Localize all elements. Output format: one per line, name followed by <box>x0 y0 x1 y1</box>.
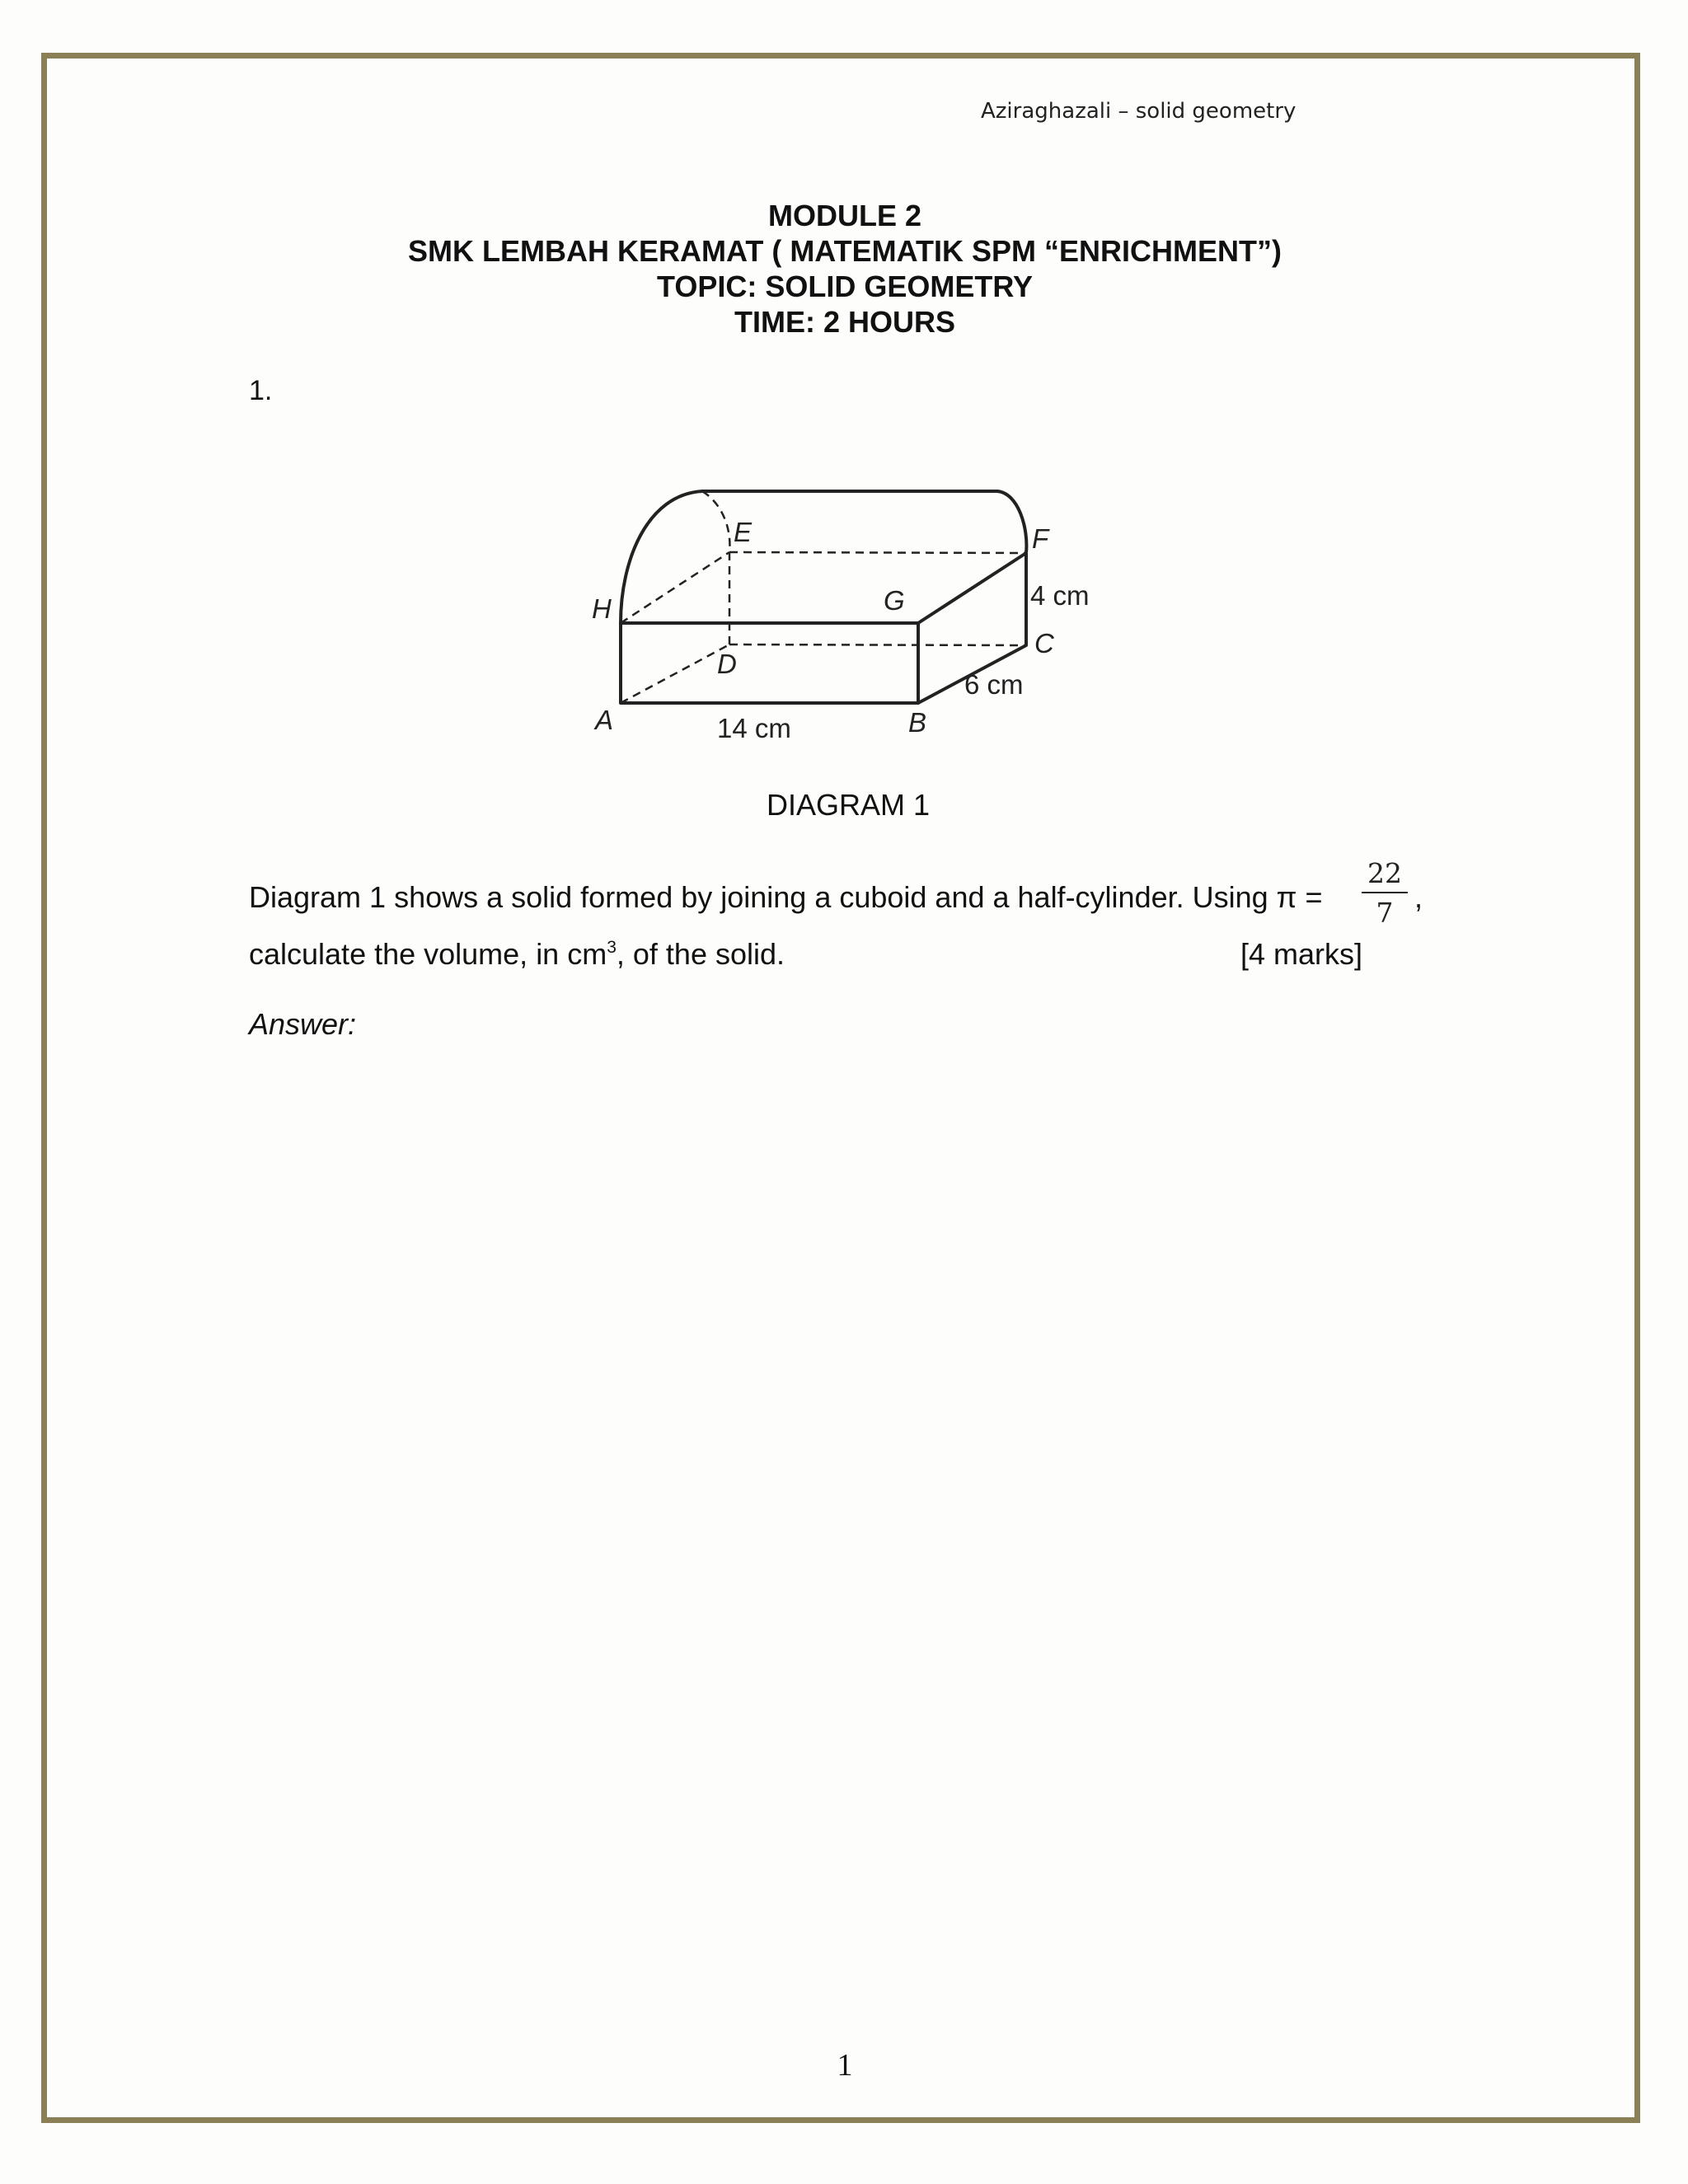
hidden-edge-AD <box>621 644 729 703</box>
back-arch <box>997 491 1026 553</box>
dimension-width: 6 cm <box>964 669 1024 700</box>
question-comma: , <box>1414 880 1423 914</box>
page-border <box>41 53 1640 2123</box>
label-E: E <box>734 517 753 547</box>
dimension-length: 14 cm <box>717 713 791 743</box>
topic-title: TOPIC: SOLID GEOMETRY <box>656 269 1034 303</box>
label-H: H <box>592 593 612 624</box>
label-C: C <box>1034 628 1054 658</box>
label-F: F <box>1032 523 1049 554</box>
solid-diagram <box>577 470 1121 758</box>
question-text-line-1: Diagram 1 shows a solid formed by joining a cuboid and a half-cylinder. Using π = <box>249 880 1323 914</box>
question-text-line-2 <box>249 937 785 972</box>
hidden-edge-EF <box>729 552 1026 553</box>
module-title: MODULE 2 <box>767 199 921 232</box>
fraction-bar <box>1362 892 1408 893</box>
running-header: Aziraghazali – solid geometry <box>981 99 1296 124</box>
hidden-edge-DC <box>729 644 1026 645</box>
page-number: 1 <box>837 2048 853 2083</box>
diagram-caption: DIAGRAM 1 <box>766 788 931 822</box>
front-arch <box>621 491 702 623</box>
hidden-arch <box>702 491 729 552</box>
time-title: TIME: 2 HOURS <box>734 305 955 339</box>
label-B: B <box>908 707 927 738</box>
hidden-edge-HE <box>621 552 729 623</box>
unit-superscript: 3 <box>607 938 617 957</box>
question-text-before-unit: calculate the volume, in cm <box>249 937 607 971</box>
school-title: SMK LEMBAH KERAMAT ( MATEMATIK SPM “ENRICHMENT”) <box>408 234 1282 268</box>
label-G: G <box>884 585 905 616</box>
label-A: A <box>595 705 614 735</box>
question-number: 1. <box>249 375 273 406</box>
answer-label: Answer: <box>249 1007 357 1041</box>
fraction-denominator: 7 <box>1376 897 1394 929</box>
marks-label: [4 marks] <box>1240 937 1363 971</box>
pi-fraction <box>1362 857 1408 930</box>
dimension-height: 4 cm <box>1030 580 1090 611</box>
label-D: D <box>717 649 737 679</box>
fraction-numerator: 22 <box>1367 857 1402 889</box>
title-block <box>247 198 1442 340</box>
front-face <box>621 623 918 703</box>
question-text-after-unit: , of the solid. <box>616 937 785 971</box>
